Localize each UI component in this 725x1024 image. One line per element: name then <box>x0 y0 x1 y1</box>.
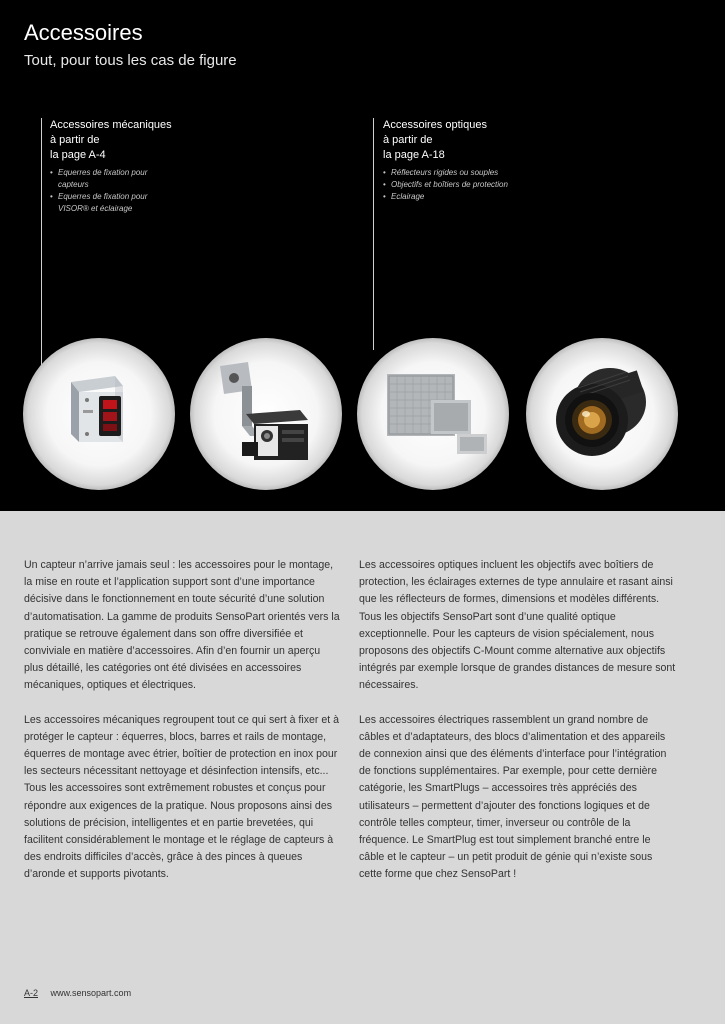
category-heading: Accessoires mécaniques <box>50 119 172 131</box>
divider-line <box>373 118 374 350</box>
page-number: A-2 <box>24 988 39 998</box>
list-item: • Equerres de fixation pour VISOR® et éclairage <box>58 191 163 215</box>
list-item: • Objectifs et boîtiers de protection <box>391 179 583 191</box>
mounting-bracket-sensor-icon <box>190 338 342 490</box>
category-list <box>50 167 240 215</box>
category-heading: Accessoires optiques <box>383 119 487 131</box>
page-footer <box>24 988 131 998</box>
list-item: • Eclairage <box>391 191 583 203</box>
website-link[interactable]: www.sensopart.com <box>50 988 132 998</box>
page-subtitle: Tout, pour tous les cas de figure <box>24 52 237 69</box>
body-paragraph: Les accessoires électriques rassemblent un grand nombre de câbles et d’adaptateurs, des blocs d’alimentation et des appareils de connexion ainsi que des éléments d’interface pour l’intégration de fonctions supplémentaires. Par exemple, pour cette dernière catégorie, les SmartPlugs – accessoires très appréciés des utilisateurs – permettent d’ajouter des fonctions logiques et de contrôle telles compteur, timer, inverseur ou contrôle de la fréquence. Le SmartPlug est tout simplement branché entre le câble et le capteur – un petit produit de génie qui n’existe sous cette forme que chez SensoPart ! <box>359 713 667 881</box>
category-optical <box>383 118 583 203</box>
category-heading: à partir de <box>50 134 100 146</box>
camera-lens-icon <box>526 338 678 490</box>
category-page-ref[interactable]: la page A-4 <box>50 149 106 161</box>
body-paragraph: Les accessoires optiques incluent les objectifs avec boîtiers de protection, les éclairages externes de type annulaire et rasant ainsi que les réflecteurs de formes, dimensions et modèles différents. Tous les objectifs SensoPart sont d’une qualité optique exceptionnelle. Pour les capteurs de vision spécialement, nous proposons des objectifs C-Mount comme alternative aux objectifs intégrés par exemple lorsque de grandes distances de mesure sont nécessaires. <box>359 559 676 692</box>
body-column-left <box>24 557 342 901</box>
category-page-ref[interactable]: la page A-18 <box>383 149 445 161</box>
list-item: • Réflecteurs rigides ou souples <box>391 167 583 179</box>
body-paragraph: Les accessoires mécaniques regroupent tout ce qui sert à fixer et à protéger le capteur : équerres, blocs, barres et rails de montage, équerres de montage avec étrier, boîtier de protection en inox pour les secteurs nécessitant nettoyage et désinfection intensifs, etc... Tous les accessoires sont extrêmement robustes et conçus pour répondre aux exigences de la pratique. Nous proposons ainsi des solutions de précision, intelligentes et en partie brevetées, qui facilitent considérablement le montage et le réglage de capteurs à des endroits difficiles d’accès, grâce à des pinces à queues d’aronde et supports pivotants. <box>24 713 340 881</box>
reflector-icon <box>357 338 509 490</box>
body-column-right <box>359 557 677 901</box>
category-list <box>383 167 583 203</box>
category-heading: à partir de <box>383 134 433 146</box>
body-paragraph: Un capteur n’arrive jamais seul : les accessoires pour le montage, la mise en route et l’application support sont d’une importance décisive dans le fonctionnement en toute sécurité d’une solution d’automatisation. La gamme de produits SensoPart orientés vers la pratique se retrouve également dans son offre diversifiée et conviviale en matière d’accessoires. Afin d’en fournir un aperçu plus détaillé, les catégories ont été divisées en accessoires mécaniques, optiques et électriques. <box>24 559 340 692</box>
header-panel <box>0 0 725 511</box>
page-title: Accessoires <box>24 20 143 45</box>
divider-line <box>41 118 42 368</box>
list-item: • Equerres de fixation pour capteurs <box>58 167 158 191</box>
category-mechanical <box>50 118 240 215</box>
photoelectric-sensor-icon <box>23 338 175 490</box>
